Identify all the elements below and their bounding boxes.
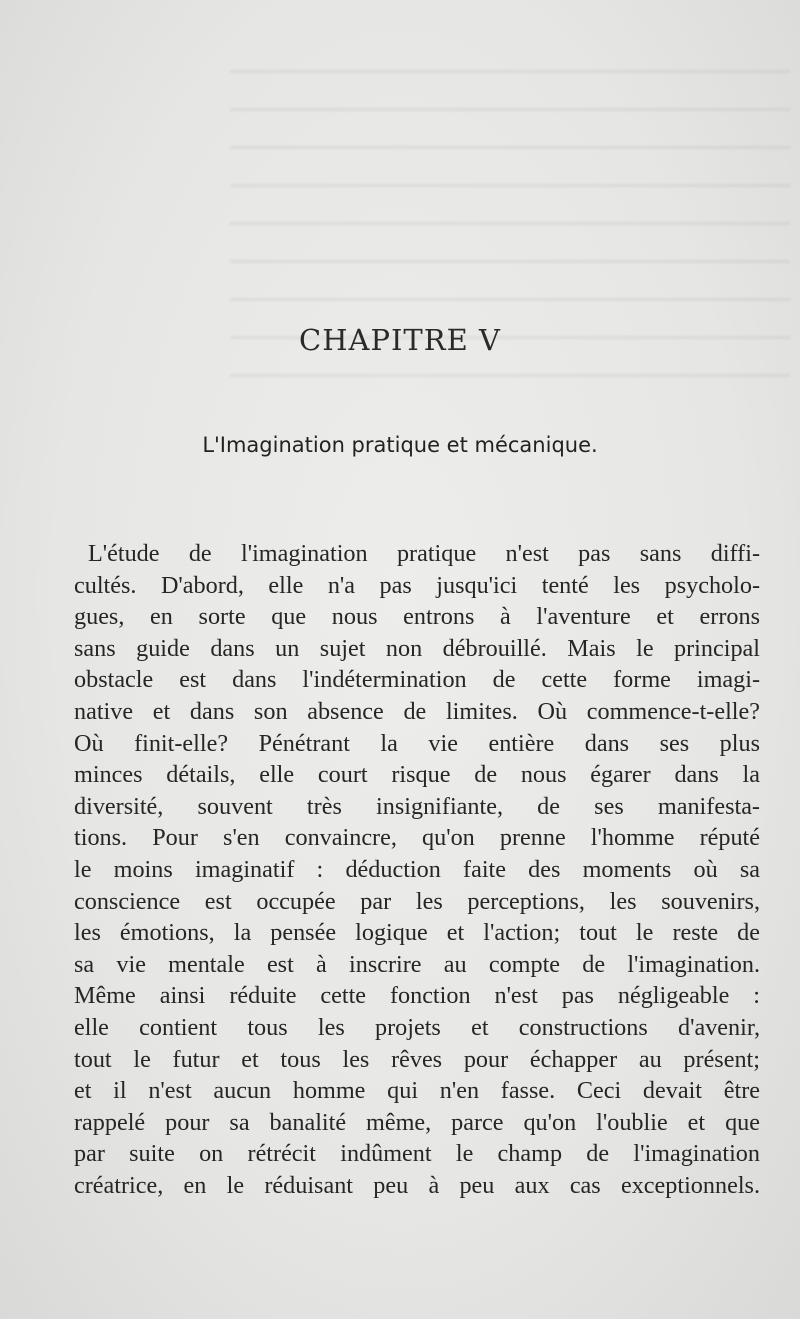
- text-line: L'étude de l'imagination pratique n'est pas sans diffi-: [88, 540, 760, 567]
- text-line: elle contient tous les projets et constructions d'avenir,: [74, 1013, 760, 1041]
- text-line: Où finit-elle? Pénétrant la vie entière dans ses plus: [74, 729, 760, 757]
- text-line: native et dans son absence de limites. Où commence-t-elle?: [74, 697, 760, 725]
- text-line: les émotions, la pensée logique et l'action; tout le reste de: [74, 919, 760, 947]
- chapter-subtitle: L'Imagination pratique et mécanique.: [202, 433, 598, 457]
- text-line: et il n'est aucun homme qui n'en fasse. Ceci devait être: [74, 1077, 760, 1105]
- text-line: diversité, souvent très insignifiante, de ses manifesta-: [74, 792, 760, 820]
- text-line: conscience est occupée par les perceptions, les souvenirs,: [74, 887, 760, 915]
- show-through-text: [230, 70, 790, 430]
- text-line: créatrice, en le réduisant peu à peu aux cas exceptionnels.: [74, 1171, 760, 1199]
- text-line: minces détails, elle court risque de nous égarer dans la: [74, 761, 760, 789]
- text-line: tions. Pour s'en convaincre, qu'on prenne l'homme réputé: [74, 824, 760, 852]
- text-line: rappelé pour sa banalité même, parce qu'on l'oublie et que: [74, 1108, 760, 1136]
- chapter-heading: CHAPITRE V: [299, 323, 501, 357]
- text-line: gues, en sorte que nous entrons à l'aventure et errons: [74, 603, 760, 631]
- text-line: cultés. D'abord, elle n'a pas jusqu'ici tenté les psycholo-: [74, 571, 760, 599]
- text-line: le moins imaginatif : déduction faite des moments où sa: [74, 855, 760, 883]
- body-text: [74, 538, 760, 1201]
- text-line: sa vie mentale est à inscrire au compte de l'imagination.: [74, 950, 760, 978]
- text-line: sans guide dans un sujet non débrouillé. Mais le principal: [74, 634, 760, 662]
- text-line: tout le futur et tous les rêves pour échapper au présent;: [74, 1045, 760, 1073]
- text-line: Même ainsi réduite cette fonction n'est pas négligeable :: [74, 982, 760, 1010]
- text-line: par suite on rétrécit indûment le champ de l'imagination: [74, 1140, 760, 1168]
- text-line: obstacle est dans l'indétermination de cette forme imagi-: [74, 666, 760, 694]
